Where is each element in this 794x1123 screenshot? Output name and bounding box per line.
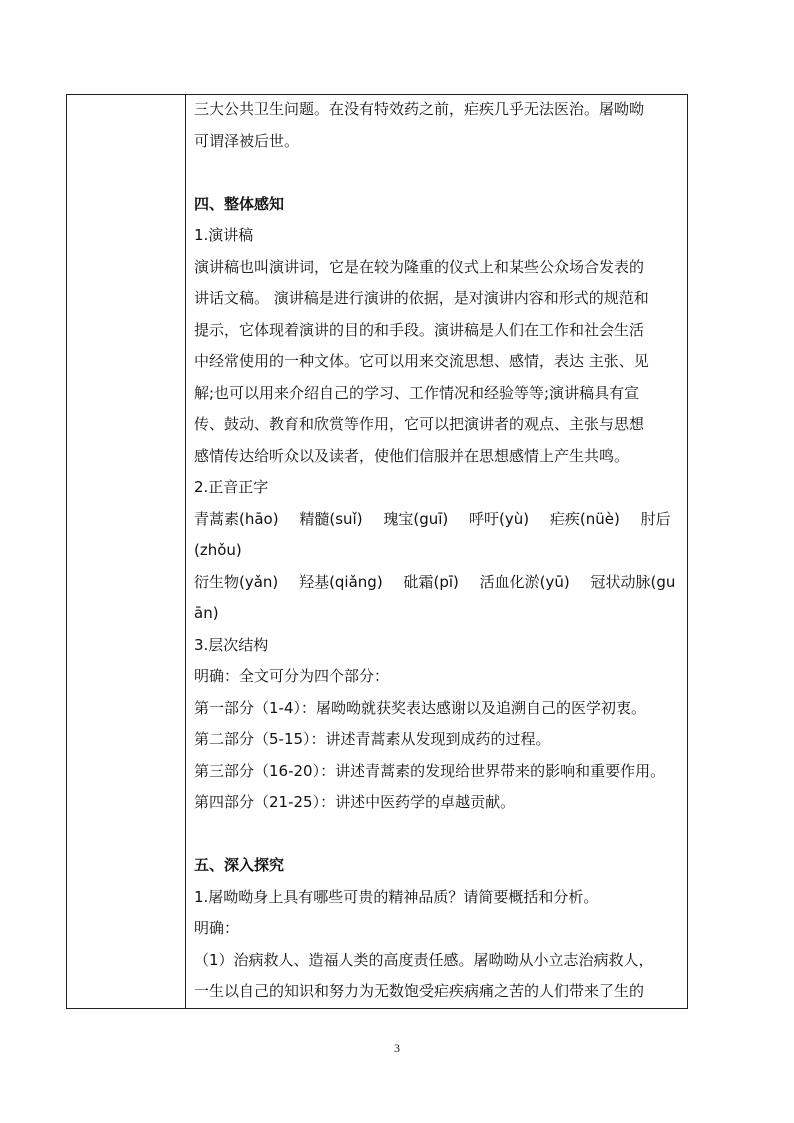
structure-part: 第二部分（5-15）：讲述青蒿素从发现到成药的过程。 xyxy=(194,730,551,748)
answer-line: （1）治病救人、造福人类的高度责任感。屠呦呦从小立志治病救人， xyxy=(194,950,654,969)
pronunciation-item: 瑰宝(guī) xyxy=(383,509,449,528)
page-number: 3 xyxy=(394,1041,400,1055)
answer-line: 一生以自己的知识和努力为无数饱受疟疾病痛之苦的人们带来了生的 xyxy=(194,982,645,1000)
structure-intro: 明确：全文可分为四个部分： xyxy=(194,667,390,685)
pronunciation-continuation: (zhǒu) xyxy=(194,541,242,559)
pronunciation-row xyxy=(194,567,684,599)
paragraph-line: 感情传达给听众以及读者，使他们信服并在思想感情上产生共鸣。 xyxy=(194,446,630,465)
structure-part: 第三部分（16-20）：讲述青蒿素的发现给世界带来的影响和重要作用。 xyxy=(194,761,666,780)
pronunciation-item: 活血化淤(yū) xyxy=(479,572,570,591)
paragraph-line: 提示，它体现着演讲的目的和手段。演讲稿是人们在工作和社会生活 xyxy=(194,320,645,339)
pronunciation-item: 疟疾(nüè) xyxy=(549,509,620,528)
section-heading: 五、深入探究 xyxy=(194,856,285,874)
subsection-title: 3.层次结构 xyxy=(194,635,269,654)
pronunciation-item: 精髓(suǐ) xyxy=(299,509,363,528)
pronunciation-item: 衍生物(yǎn) xyxy=(194,572,279,591)
pronunciation-item: 呼吁(yù) xyxy=(469,509,530,528)
pronunciation-row xyxy=(194,504,684,536)
table-content-cell xyxy=(194,94,684,1008)
pronunciation-item: 冠状动脉(gu xyxy=(590,572,676,591)
paragraph-line: 讲话文稿。 演讲稿是进行演讲的依据，是对演讲内容和形式的规范和 xyxy=(194,289,649,307)
paragraph-line: 传、鼓动、教育和欣赏等作用，它可以把演讲者的观点、主张与思想 xyxy=(194,415,645,433)
answer-label: 明确： xyxy=(194,919,240,937)
pronunciation-item: 青蒿素(hāo) xyxy=(194,509,279,528)
table-column-divider xyxy=(185,94,186,1009)
structure-part: 第四部分（21-25）：讲述中医药学的卓越贡献。 xyxy=(194,793,516,811)
structure-part: 第一部分（1-4）：屠呦呦就获奖表达感谢以及追溯自己的医学初衷。 xyxy=(194,698,647,717)
pronunciation-continuation: ān) xyxy=(194,604,219,622)
question: 1.屠呦呦身上具有哪些可贵的精神品质？请简要概括和分析。 xyxy=(194,887,599,906)
pronunciation-item: 砒霜(pī) xyxy=(403,572,459,591)
pronunciation-item: 羟基(qiǎng) xyxy=(299,572,383,591)
paragraph-line: 解;也可以用来介绍自己的学习、工作情况和经验等等;演讲稿具有宣 xyxy=(194,383,640,402)
subsection-title: 2.正音正字 xyxy=(194,478,269,496)
section-heading: 四、整体感知 xyxy=(194,194,285,213)
paragraph-line: 中经常使用的一种文体。它可以用来交流思想、感情，表达 主张、见 xyxy=(194,352,649,370)
intro-line: 可谓泽被后世。 xyxy=(194,131,300,150)
pronunciation-item: 肘后 xyxy=(640,509,671,528)
paragraph-line: 演讲稿也叫演讲词，它是在较为隆重的仪式上和某些公众场合发表的 xyxy=(194,257,645,276)
intro-line: 三大公共卫生问题。在没有特效药之前，疟疾几乎无法医治。屠呦呦 xyxy=(194,100,645,118)
subsection-title: 1.演讲稿 xyxy=(194,226,254,244)
